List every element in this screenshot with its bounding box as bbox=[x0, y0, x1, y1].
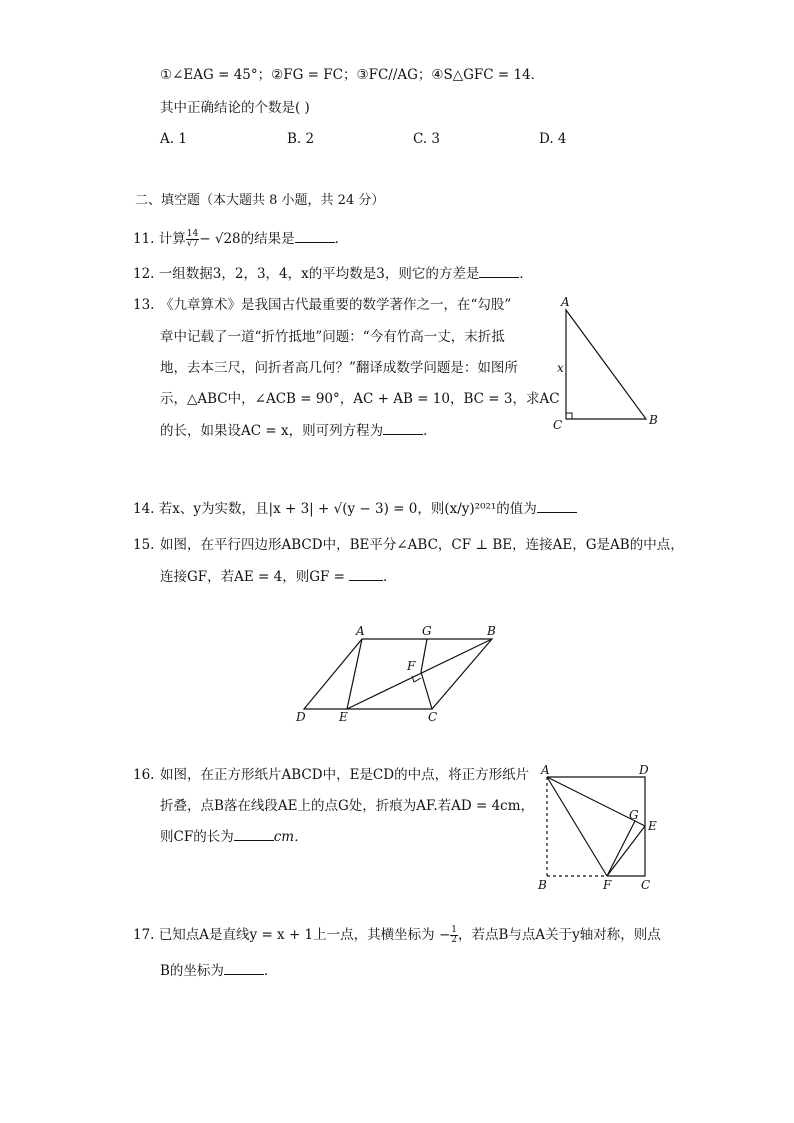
label-e: E bbox=[648, 819, 657, 833]
label-g: G bbox=[629, 808, 639, 822]
q15-end: ． bbox=[383, 569, 397, 585]
segment-be bbox=[347, 639, 492, 709]
q17-line-2-text: B的坐标为 bbox=[160, 963, 224, 979]
q14-answer-blank[interactable] bbox=[537, 500, 577, 513]
q15-parallelogram-figure bbox=[290, 620, 510, 728]
label-d: D bbox=[639, 763, 649, 777]
q11-frac-num: 14 bbox=[186, 229, 199, 239]
q17-line-1-pre: 已知点A是直线y = x + 1上一点，其横坐标为 − bbox=[158, 927, 451, 943]
q13-line-2: 章中记载了一道“折竹抵地”问题：“今有竹高一丈，末折抵 bbox=[160, 329, 505, 345]
q11-end: ． bbox=[334, 231, 349, 247]
q13-answer-blank[interactable] bbox=[383, 422, 423, 435]
label-c: C bbox=[428, 710, 438, 724]
q12-answer-blank[interactable] bbox=[479, 265, 519, 278]
q15-answer-blank[interactable] bbox=[349, 568, 383, 581]
q15-line-2-text: 连接GF，若AE = 4，则GF = bbox=[160, 569, 345, 585]
q17-frac-den: 2 bbox=[451, 935, 457, 945]
q13-line-4: 示，△ABC中，∠ACB = 90°，AC + AB = 10，BC = 3，求AC bbox=[160, 391, 560, 407]
q16-line-2: 折叠，点B落在线段AE上的点G处，折痕为AF.若AD = 4cm， bbox=[160, 798, 535, 814]
q11-post: − √28的结果是 bbox=[199, 231, 295, 247]
q13-number: 13. bbox=[133, 297, 155, 313]
triangle-abc bbox=[566, 310, 646, 419]
q12-end: ． bbox=[519, 266, 533, 282]
q14-text: 若x、y为实数，且|x + 3| + √(y − 3) = 0，则(x/y)²⁰²¹的值为 bbox=[158, 501, 537, 517]
label-e: E bbox=[339, 710, 348, 724]
q17-fraction bbox=[450, 926, 458, 945]
q11-pre: 计算 bbox=[158, 231, 186, 247]
parallelogram-abcd bbox=[304, 639, 492, 709]
q11 bbox=[133, 230, 348, 249]
segment-gf bbox=[421, 639, 427, 672]
q11-answer-blank[interactable] bbox=[295, 230, 335, 243]
label-d: D bbox=[296, 710, 306, 724]
q12 bbox=[133, 265, 533, 283]
q14-number: 14. bbox=[133, 501, 155, 517]
label-f: F bbox=[603, 878, 612, 892]
q11-number: 11. bbox=[133, 231, 155, 247]
q14 bbox=[133, 500, 577, 518]
label-b: B bbox=[538, 878, 547, 892]
q15-line-2 bbox=[160, 568, 397, 586]
q16-unit: cm． bbox=[273, 829, 308, 845]
q10-option-a: A. 1 bbox=[160, 131, 187, 147]
q10-prompt: 其中正确结论的个数是( ) bbox=[160, 100, 310, 116]
q10-option-b: B. 2 bbox=[287, 131, 315, 147]
q13-line-5-text: 的长，如果设AC = x，则可列方程为 bbox=[160, 423, 384, 439]
label-g: G bbox=[422, 624, 432, 638]
section-heading: 二、填空题（本大题共 8 小题，共 24 分） bbox=[135, 193, 385, 208]
label-a: A bbox=[561, 295, 570, 309]
q15-line-1: 如图，在平行四边形ABCD中，BE平分∠ABC，CF ⊥ BE，连接AE，G是AB的中点， bbox=[160, 537, 684, 553]
q13-triangle-figure bbox=[548, 292, 668, 434]
q10-option-d: D. 4 bbox=[539, 131, 567, 147]
q11-frac-den: √7 bbox=[186, 239, 199, 249]
label-f: F bbox=[407, 659, 416, 673]
q11-fraction bbox=[186, 230, 199, 249]
q16-line-1: 如图，在正方形纸片ABCD中，E是CD的中点，将正方形纸片 bbox=[160, 767, 530, 783]
segment-ae bbox=[347, 639, 362, 709]
q17-end: ． bbox=[263, 963, 278, 979]
label-c: C bbox=[641, 878, 651, 892]
q17-line-1-post: ，若点B与点A关于y轴对称，则点 bbox=[458, 927, 661, 943]
label-a: A bbox=[356, 624, 365, 638]
q10-statements: ①∠EAG = 45°；②FG = FC；③FC//AG；④S△GFC = 14． bbox=[160, 67, 545, 83]
q16-square-figure bbox=[535, 762, 665, 894]
q17-number: 17. bbox=[133, 927, 155, 943]
q16-number: 16. bbox=[133, 767, 155, 783]
segment-cf bbox=[421, 672, 432, 709]
right-angle-mark bbox=[566, 413, 572, 419]
q16-line-3-text: 则CF的长为 bbox=[160, 829, 234, 845]
label-a: A bbox=[541, 763, 550, 777]
segment-fe bbox=[607, 826, 645, 876]
q12-number: 12. bbox=[133, 266, 155, 282]
q17-line-1 bbox=[133, 926, 661, 945]
q17-answer-blank[interactable] bbox=[224, 962, 264, 975]
label-b: B bbox=[487, 624, 496, 638]
q12-text: 一组数据3，2，3，4，x的平均数是3，则它的方差是 bbox=[158, 266, 480, 282]
q13-line-1: 《九章算术》是我国古代最重要的数学著作之一，在“勾股” bbox=[160, 297, 512, 313]
q17-frac-num: 1 bbox=[451, 925, 457, 935]
square-edges bbox=[547, 777, 645, 876]
q16-answer-blank[interactable] bbox=[234, 828, 274, 841]
label-x: x bbox=[557, 361, 564, 375]
q13-line-5 bbox=[160, 422, 437, 440]
q13-end: ． bbox=[423, 423, 437, 439]
label-b: B bbox=[649, 413, 658, 427]
q15-number: 15. bbox=[133, 537, 155, 553]
q13-line-3: 地，去本三尺，问折者高几何？”翻译成数学问题是：如图所 bbox=[160, 360, 518, 376]
q17-line-2 bbox=[160, 962, 277, 980]
label-c: C bbox=[553, 418, 563, 432]
segment-fg bbox=[607, 821, 635, 876]
q10-option-c: C. 3 bbox=[413, 131, 441, 147]
q16-line-3 bbox=[160, 828, 308, 846]
